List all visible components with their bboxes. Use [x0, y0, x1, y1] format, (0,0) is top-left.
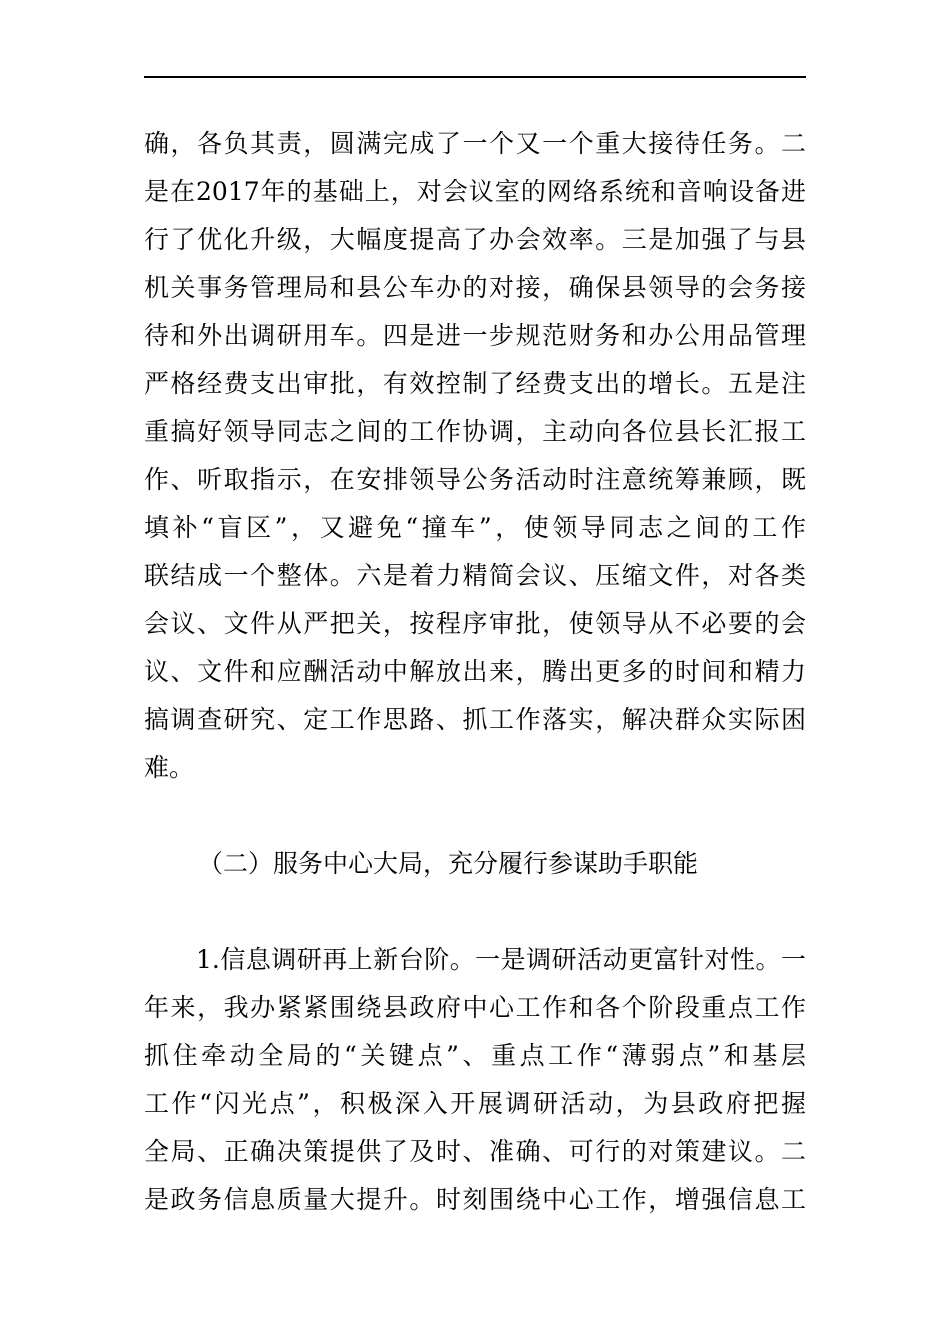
- paragraph-line: 工作“闪光点”，积极深入开展调研活动，为县政府把握: [144, 1089, 806, 1118]
- paragraph-first-line: 1.信息调研再上新台阶。一是调研活动更富针对性。一: [196, 945, 806, 974]
- paragraph-line: 填补“盲区”，又避免“撞车”，使领导同志之间的工作: [144, 513, 806, 542]
- paragraph-line: 重搞好领导同志之间的工作协调，主动向各位县长汇报工: [144, 417, 806, 446]
- paragraph-line: 是政务信息质量大提升。时刻围绕中心工作，增强信息工: [144, 1185, 806, 1214]
- paragraph-line: 联结成一个整体。六是着力精简会议、压缩文件，对各类: [144, 561, 806, 590]
- paragraph-line: 严格经费支出审批，有效控制了经费支出的增长。五是注: [144, 369, 806, 398]
- paragraph-line: 搞调查研究、定工作思路、抓工作落实，解决群众实际困: [144, 705, 806, 734]
- paragraph-line: 全局、正确决策提供了及时、准确、可行的对策建议。二: [144, 1137, 806, 1166]
- paragraph-line: 机关事务管理局和县公车办的对接，确保县领导的会务接: [144, 273, 806, 302]
- section-heading: （二）服务中心大局，充分履行参谋助手职能: [198, 849, 699, 878]
- paragraph-line: 行了优化升级，大幅度提高了办会效率。三是加强了与县: [144, 225, 806, 254]
- paragraph-line: 确，各负其责，圆满完成了一个又一个重大接待任务。二: [144, 129, 806, 158]
- paragraph-line: 难。: [144, 753, 195, 782]
- paragraph-line: 年来，我办紧紧围绕县政府中心工作和各个阶段重点工作: [144, 993, 806, 1022]
- paragraph-line: 待和外出调研用车。四是进一步规范财务和办公用品管理: [144, 321, 806, 350]
- paragraph-line: 议、文件和应酬活动中解放出来，腾出更多的时间和精力: [144, 657, 806, 686]
- paragraph-line: 抓住牵动全局的“关键点”、重点工作“薄弱点”和基层: [144, 1041, 806, 1070]
- paragraph-line: 作、听取指示，在安排领导公务活动时注意统筹兼顾，既: [144, 465, 806, 494]
- paragraph-line: 会议、文件从严把关，按程序审批，使领导从不必要的会: [144, 609, 806, 638]
- header-rule: [144, 76, 806, 78]
- paragraph-line: 是在2017年的基础上，对会议室的网络系统和音响设备进: [144, 177, 806, 206]
